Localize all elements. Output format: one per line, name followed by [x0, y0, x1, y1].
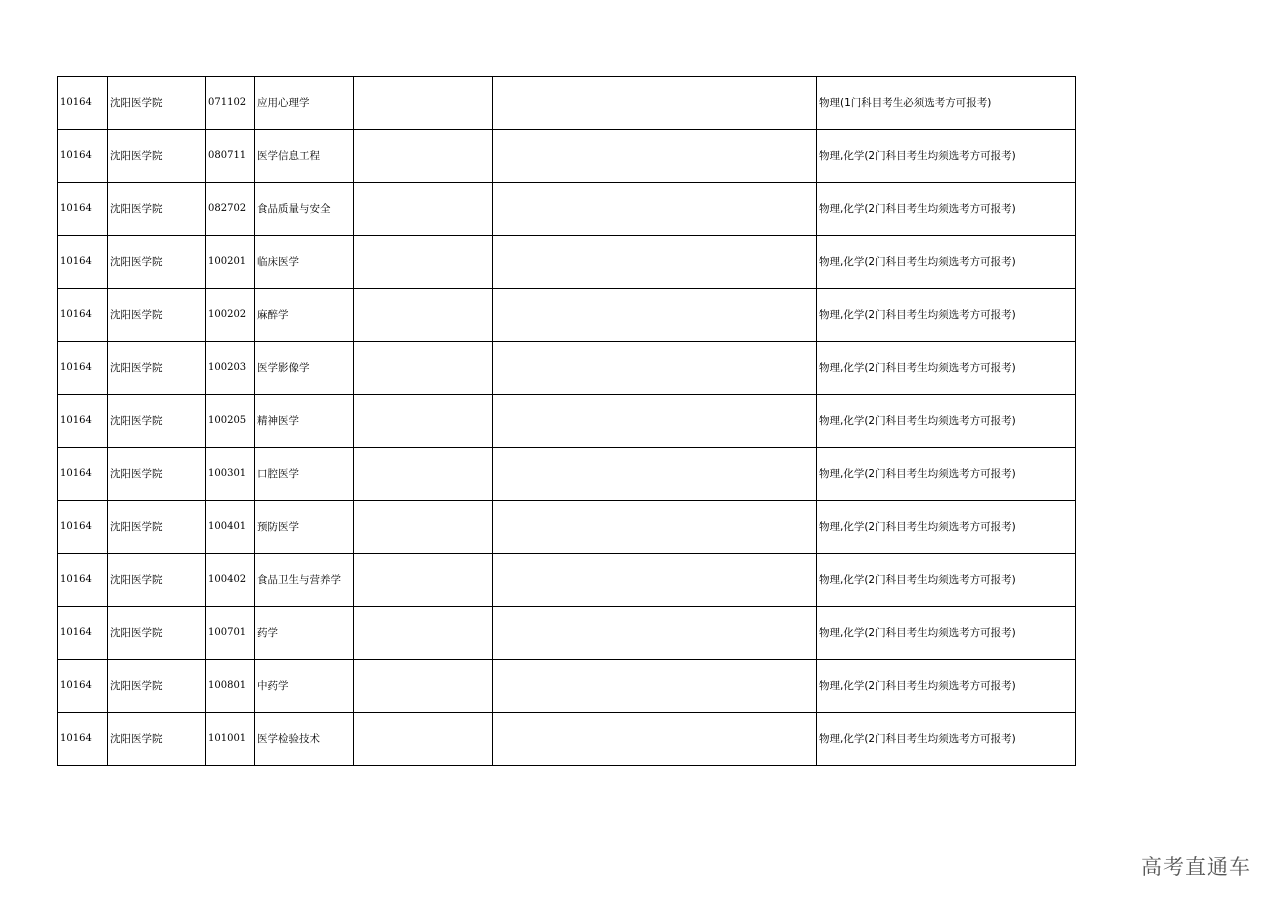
major-code-cell: 100205 [206, 395, 255, 448]
table-row [58, 289, 1076, 342]
major-code-cell: 100201 [206, 236, 255, 289]
subject-requirement-cell: 物理,化学(2门科目考生均须选考方可报考) [817, 289, 1076, 342]
table-row [58, 660, 1076, 713]
major-name-cell: 应用心理学 [255, 77, 354, 130]
school-name-cell: 沈阳医学院 [108, 289, 206, 342]
empty-cell [493, 713, 817, 766]
subject-requirement-cell: 物理,化学(2门科目考生均须选考方可报考) [817, 607, 1076, 660]
empty-cell [493, 660, 817, 713]
empty-cell [493, 236, 817, 289]
empty-cell [354, 660, 493, 713]
empty-cell [354, 607, 493, 660]
subject-requirement-cell: 物理,化学(2门科目考生均须选考方可报考) [817, 342, 1076, 395]
school-name-cell: 沈阳医学院 [108, 183, 206, 236]
school-code-cell: 10164 [58, 395, 108, 448]
subject-requirement-cell: 物理,化学(2门科目考生均须选考方可报考) [817, 554, 1076, 607]
school-code-cell: 10164 [58, 183, 108, 236]
empty-cell [493, 554, 817, 607]
school-code-cell: 10164 [58, 130, 108, 183]
empty-cell [354, 130, 493, 183]
table-row [58, 607, 1076, 660]
table-row [58, 713, 1076, 766]
empty-cell [493, 395, 817, 448]
subject-requirement-cell: 物理,化学(2门科目考生均须选考方可报考) [817, 713, 1076, 766]
school-code-cell: 10164 [58, 342, 108, 395]
major-code-cell: 071102 [206, 77, 255, 130]
school-code-cell: 10164 [58, 236, 108, 289]
major-code-cell: 100202 [206, 289, 255, 342]
empty-cell [354, 289, 493, 342]
major-name-cell: 医学检验技术 [255, 713, 354, 766]
table-row [58, 130, 1076, 183]
school-code-cell: 10164 [58, 713, 108, 766]
school-code-cell: 10164 [58, 448, 108, 501]
major-name-cell: 医学影像学 [255, 342, 354, 395]
major-name-cell: 口腔医学 [255, 448, 354, 501]
empty-cell [354, 554, 493, 607]
empty-cell [493, 183, 817, 236]
subject-requirement-cell: 物理,化学(2门科目考生均须选考方可报考) [817, 448, 1076, 501]
school-code-cell: 10164 [58, 501, 108, 554]
empty-cell [354, 183, 493, 236]
major-code-cell: 082702 [206, 183, 255, 236]
school-code-cell: 10164 [58, 289, 108, 342]
school-code-cell: 10164 [58, 660, 108, 713]
empty-cell [354, 501, 493, 554]
major-name-cell: 临床医学 [255, 236, 354, 289]
table-row [58, 77, 1076, 130]
major-code-cell: 100402 [206, 554, 255, 607]
major-name-cell: 食品卫生与营养学 [255, 554, 354, 607]
major-code-cell: 080711 [206, 130, 255, 183]
empty-cell [493, 448, 817, 501]
subject-requirement-cell: 物理,化学(2门科目考生均须选考方可报考) [817, 130, 1076, 183]
subject-requirement-cell: 物理(1门科目考生必须选考方可报考) [817, 77, 1076, 130]
school-name-cell: 沈阳医学院 [108, 395, 206, 448]
empty-cell [493, 130, 817, 183]
subject-requirement-cell: 物理,化学(2门科目考生均须选考方可报考) [817, 236, 1076, 289]
table-row [58, 501, 1076, 554]
subject-requirement-cell: 物理,化学(2门科目考生均须选考方可报考) [817, 660, 1076, 713]
table-row [58, 448, 1076, 501]
school-name-cell: 沈阳医学院 [108, 713, 206, 766]
subject-requirement-cell: 物理,化学(2门科目考生均须选考方可报考) [817, 183, 1076, 236]
school-name-cell: 沈阳医学院 [108, 342, 206, 395]
major-name-cell: 精神医学 [255, 395, 354, 448]
table-row [58, 183, 1076, 236]
empty-cell [493, 289, 817, 342]
major-code-cell: 100301 [206, 448, 255, 501]
empty-cell [354, 448, 493, 501]
major-code-cell: 100401 [206, 501, 255, 554]
school-name-cell: 沈阳医学院 [108, 77, 206, 130]
empty-cell [354, 342, 493, 395]
table-row [58, 554, 1076, 607]
empty-cell [493, 501, 817, 554]
major-code-cell: 100203 [206, 342, 255, 395]
school-name-cell: 沈阳医学院 [108, 448, 206, 501]
school-code-cell: 10164 [58, 554, 108, 607]
school-code-cell: 10164 [58, 77, 108, 130]
school-name-cell: 沈阳医学院 [108, 236, 206, 289]
table-row [58, 236, 1076, 289]
empty-cell [354, 77, 493, 130]
table-row [58, 342, 1076, 395]
major-name-cell: 食品质量与安全 [255, 183, 354, 236]
subject-requirement-cell: 物理,化学(2门科目考生均须选考方可报考) [817, 501, 1076, 554]
requirements-table [57, 76, 1076, 766]
major-name-cell: 药学 [255, 607, 354, 660]
major-name-cell: 中药学 [255, 660, 354, 713]
table-body [58, 77, 1076, 766]
major-name-cell: 麻醉学 [255, 289, 354, 342]
empty-cell [354, 395, 493, 448]
school-name-cell: 沈阳医学院 [108, 554, 206, 607]
table-row [58, 395, 1076, 448]
major-code-cell: 100701 [206, 607, 255, 660]
empty-cell [493, 77, 817, 130]
school-name-cell: 沈阳医学院 [108, 130, 206, 183]
empty-cell [354, 713, 493, 766]
empty-cell [354, 236, 493, 289]
major-code-cell: 100801 [206, 660, 255, 713]
watermark-text: 高考直通车 [1141, 855, 1251, 879]
subject-requirement-cell: 物理,化学(2门科目考生均须选考方可报考) [817, 395, 1076, 448]
major-code-cell: 101001 [206, 713, 255, 766]
school-name-cell: 沈阳医学院 [108, 660, 206, 713]
school-name-cell: 沈阳医学院 [108, 501, 206, 554]
major-name-cell: 预防医学 [255, 501, 354, 554]
empty-cell [493, 342, 817, 395]
school-name-cell: 沈阳医学院 [108, 607, 206, 660]
empty-cell [493, 607, 817, 660]
major-name-cell: 医学信息工程 [255, 130, 354, 183]
school-code-cell: 10164 [58, 607, 108, 660]
